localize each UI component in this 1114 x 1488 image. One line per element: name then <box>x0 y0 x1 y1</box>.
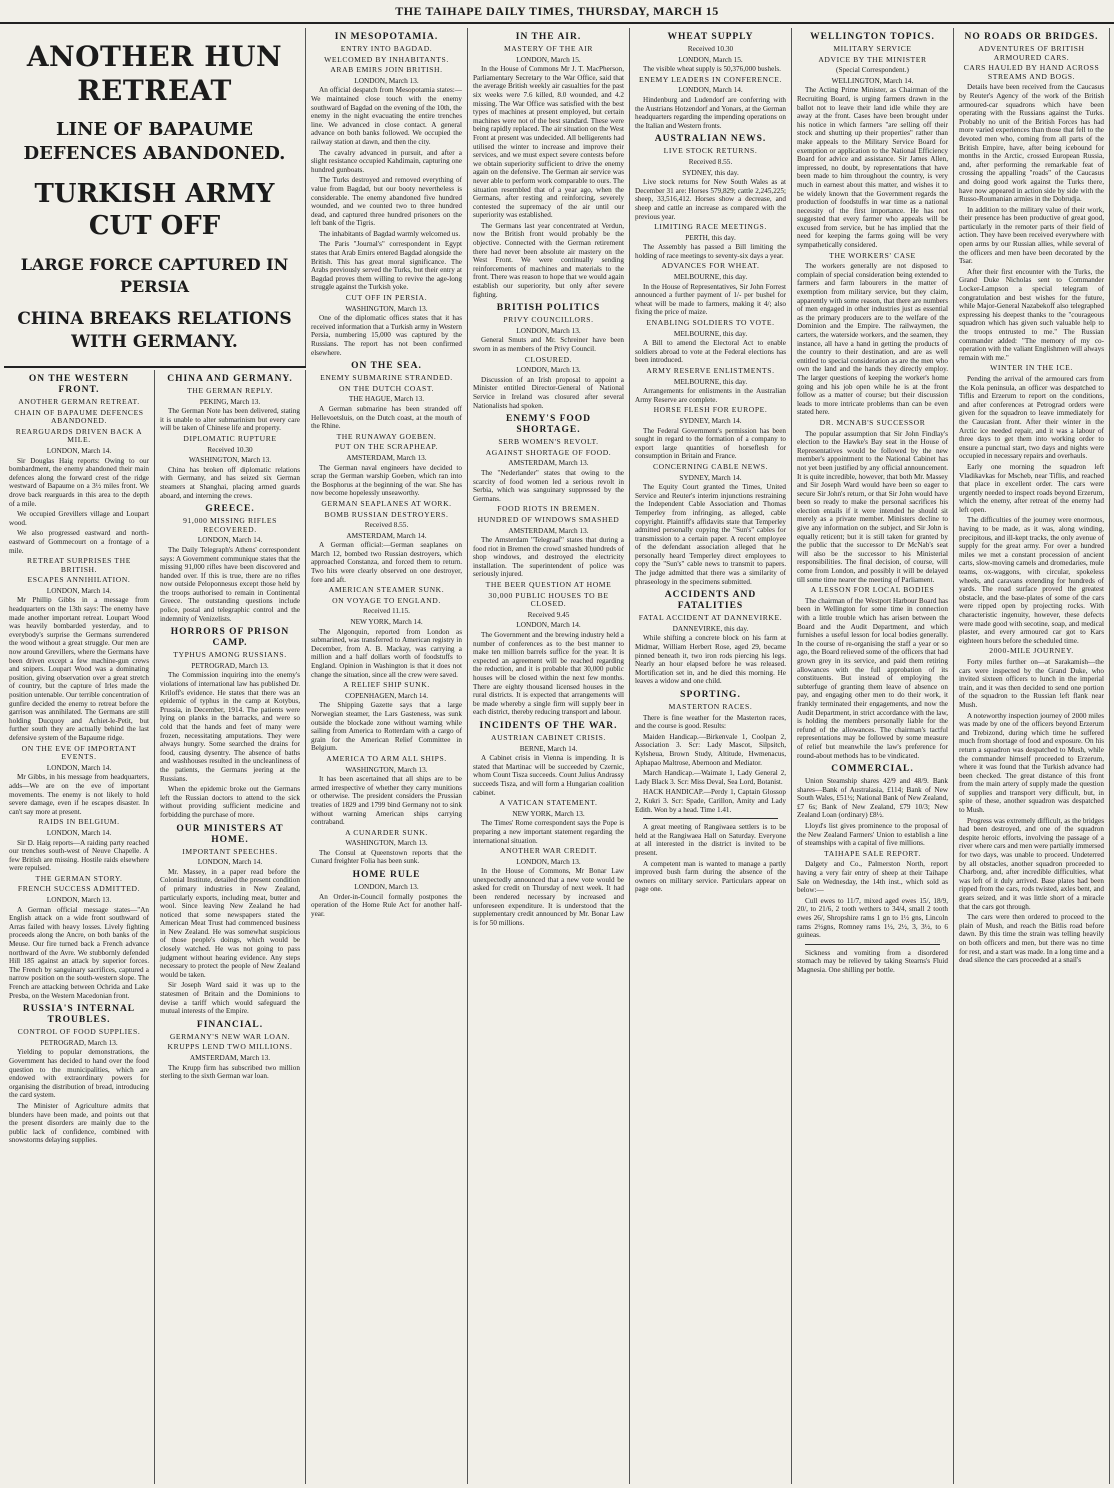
heading: WELLINGTON TOPICS. <box>810 32 935 42</box>
subheading: A LESSON FOR LOCAL BODIES <box>810 585 935 595</box>
paragraph: Hindenburg and Ludendorf are conferring with the Austrians Hotzendorf and Yonars, at the German headquarters regarding the impending operations on the Italian and Western fronts. <box>635 95 786 130</box>
subheading: ON THE EVE OF IMPORTANT EVENTS. <box>21 743 137 762</box>
paragraph: The German Note has been delivered, stating it is unable to alter submarinism but every care will be taken of Chinese life and property. <box>160 407 300 433</box>
dateline: Received 8.55. <box>688 156 733 166</box>
dateline: LONDON, March 13. <box>46 895 112 905</box>
subheading: ON VOYAGE TO ENGLAND. <box>332 595 441 605</box>
paragraph: Live stock returns for New South Wales as at December 31 are: Horses 579,829; cattle 2,245,225; sheep, 33,516,412. Horses show a decrease, and sheep and cattle an increase as compared with the previous year. <box>635 178 786 221</box>
subheading: TAIHAPE SALE REPORT. <box>824 848 921 858</box>
paragraph: Union Steamship shares 42/9 and 48/9. Bank shares—Bank of Australasia, £114; Bank of New South Wales, £51½; National Bank of New Zealand, £7 6s; Bank of New Zealand, £79 10/3; New Zealand Loan (ordinary) £8½. <box>797 777 948 820</box>
subheading: CLOSURED. <box>524 354 573 364</box>
subheading: A VATICAN STATEMENT. <box>499 798 598 808</box>
subheading: ON THE DUTCH COAST. <box>338 383 435 393</box>
dateline: PETROGRAD, March 13. <box>191 660 269 670</box>
dateline: COPENHAGEN, March 14. <box>344 690 429 700</box>
dateline: Received 11.15. <box>363 606 410 616</box>
dateline: AMSTERDAM, March 14. <box>346 530 427 540</box>
subheading: HORSE FLESH FOR EUROPE. <box>653 405 768 415</box>
paragraph: The Federal Government's permission has been sought in regard to the formation of a company to export large quantities of horseflesh for consumption in Britain and France. <box>635 426 786 461</box>
paragraph: The Krupp firm has subscribed two million sterling to the sixth German war loan. <box>160 1063 300 1081</box>
heading: GREECE. <box>205 504 255 515</box>
paragraph: The German naval engineers have decided to scrap the German warship Goeben, which ran into the Bosphorus at the beginning of the war. She has now become hopelessly unseaworthy. <box>311 463 462 498</box>
column-mesopotamia <box>306 28 468 1484</box>
dateline: MELBOURNE, this day. <box>673 376 748 386</box>
subheading: FOOD RIOTS IN BREMEN. <box>497 504 600 514</box>
paragraph: The Algonquin, reported from London as submarined, was transferred to American registry in December, from A. B. Mackay, was carrying a million and a half dollars worth of foodstuffs to England. Opinion in Washington is that it does not change the situation, since all the crew were saved. <box>311 627 462 679</box>
heading: NO ROADS OR BRIDGES. <box>964 32 1099 42</box>
dateline: MELBOURNE, this day. <box>673 272 748 282</box>
subheading: ANOTHER GERMAN RETREAT. <box>18 397 140 406</box>
paragraph: Arrangements for enlistments in the Australian Army Reserve are complete. <box>635 387 786 404</box>
column-wheat-supply <box>630 28 792 1484</box>
subheading: WELCOMED BY INHABITANTS. <box>324 54 449 64</box>
dateline: AMSTERDAM, March 13. <box>189 1053 271 1062</box>
paragraph: The Turks destroyed and removed everything of value from Bagdad, but our booty nevertheless is considerable. The enemy abandoned five hundred wounded, and we counted two to three hundred dead, and captured three hundred prisoners on the left bank of the Tigris. <box>311 176 462 228</box>
dateline: LONDON, March 15. <box>516 54 581 64</box>
paragraph: HACK HANDICAP.—Perdy 1, Captain Glossop 2, Kukri 3. Scr: Spade, Carillon, Amity and Lady Edith. Won by a head. Time 1.41. <box>635 788 786 814</box>
column-in-the-air <box>468 28 630 1484</box>
subheading: ENABLING SOLDIERS TO VOTE. <box>646 318 775 328</box>
paragraph: Mr Phillip Gibbs in a message from headquarters on the 13th says: The enemy have made another important retreat. Loupart Wood was heavily bombarded yesterday, and to everybody's surprise the Germans surrendered the wood without a great struggle. Our men are now around Grevillers, where the Germans have been driven except a few machine-gun crews and snipers. Loupart Wood was a dominating position, giving observation over a great stretch of country, but the capture of Irles made the position untenable. Our terrible concentration of gunfire decided the enemy to retreat before the garrison was annihilated. The Germans are still holding Ducquoy and Achiet-le-Petit, but further south they are actually behind the last defensive system of the Bapaume ridge. <box>9 596 149 742</box>
masthead: THE TAIHAPE DAILY TIMES, THURSDAY, MARCH 15 <box>0 0 1114 24</box>
column-china-germany <box>155 370 306 1484</box>
subheading: TYPHUS AMONG RUSSIANS. <box>173 650 287 660</box>
subheading: FATAL ACCIDENT AT DANNEVIRKE. <box>638 613 783 623</box>
paragraph: When the epidemic broke out the Germans left the Russian doctors to attend to the sick without providing sufficient medicine and forbidding the purchase of more. <box>160 785 300 819</box>
paragraph: The Paris "Journal's" correspondent in Egypt states that Arab Emirs entered Bagdad alongside the British. This has great moral significance. The Arabs previously served the Turks, but their entry at Bagdad proves them willing to revive the age-long struggle against the Turkish yoke. <box>311 240 462 292</box>
heading: OUR MINISTERS AT HOME. <box>176 823 284 845</box>
divider <box>805 944 940 945</box>
dateline: Received 10.30 <box>207 444 253 454</box>
subheading: ARMY RESERVE ENLISTMENTS. <box>646 366 775 375</box>
dateline: LONDON, March 14. <box>197 535 263 545</box>
paragraph: Pending the arrival of the armoured cars from the Kola peninsula, an officer was despatched to Tiflis and Erzerum to report on the conditions, and after conferences at Petrograd orders were given for the squadron to leave immediately for the Caucasian front. After their winter in the Arctic ice needed repair, and it was a labour of three days to get them into working order to ensure a punctual start, two days and nights were occupied in necessary repairs and overhauls. <box>959 374 1104 461</box>
paragraph: A Cabinet crisis in Vienna is impending. It is stated that Martinac will be succeeded by Czernic, whom Count Tisza succeeds. Count Julius Andrassy succeeds Tisza, and will form a Hungarian coalition cabinet. <box>473 754 624 797</box>
heading: WHEAT SUPPLY <box>667 32 754 42</box>
subheading: MASTERY OF THE AIR <box>503 44 594 53</box>
paragraph: The difficulties of the journey were enormous, having to be made, as it was, along winding, precipitous, and ill-kept tracks, the only avenue of supply for the great army. For over a hundred miles we met a constant procession of ancient carts, slow-moving camels and dromedaries, mule teams, ox-waggons, with circular, spokeless wheels, and caravans extending for hundreds of yards. The road surface proved the greatest obstacle, and the base-plates of some of the cars were ripped open by projecting rocks. With characteristic ingenuity, however, these defects were made good with secotine, soap, and medical plaster, and every armoured car got to Kars eighteen hours before the scheduled time. <box>959 516 1104 645</box>
paragraph: The Acting Prime Minister, as Chairman of the Recruiting Board, is urging farmers drawn in the ballot not to leave their land idle while they are away at the front. Cases have been brought under his notice in which farmers "are selling off their stock and shutting up their properties" rather than make appeals to the Military Service Board for exemption or application to the National Efficiency Board for advice and assistance. Sir James Allen, impressed, no doubt, by representations that have been made to him throughout the country, is very much in earnest about this matter, and wishes it to be widely known that the Government regards the production of foodstuffs in war time as a national necessity of the first importance. He has not suggested that every farmer who appeals will be excused from service, but he has implied that the need for keeping the farms going will be very sympathetically considered. <box>797 86 948 250</box>
subheading: ANOTHER WAR CREDIT. <box>500 846 597 856</box>
paragraph: Lloyd's list gives prominence to the proposal of the New Zealand Farmers' Union to establish a line of steamships with a capital of five millions. <box>797 822 948 848</box>
paragraph: Mr. Massey, in a paper read before the Colonial Institute, detailed the present condition of primary industries in New Zealand, particularly exports, including meat, butter and wool. Since leaving New Zealand he had noticed that some newspapers stated the American Meat Trust had commenced business in New Zealand. He was somewhat suspicious of those people's doings, which would be closely watched. He was not going to pass judgment without hearing evidence. Any steps necessary to protect the people of New Zealand would be taken. <box>160 867 300 979</box>
paragraph: In the House of Commons Mr J. T. MacPherson, Parliamentary Secretary to the War Office, said that the average British weekly air casualties for the past six weeks were 7.6 killed, 8.0 wounded, and 4.2 missing. The War Office was satisfied with the best types of machines at present employed, but certain machines were not of the best standard. These were being rapidly replaced. The air situation on the West Front at present was undecided. All belligerents had utilised the winter to increase and improve their services, and we must expect severe contests before we obtain superiority sufficient to drive the enemy again on the defensive. The German air service was never able to perform work comparable to ours. The situation resembled that of a year ago, when the Germans, after resting and reinforcing, severely contested the supremacy of the air until our superiority was established. <box>473 65 624 220</box>
paragraph: General Smuts and Mr. Schreiner have been sworn in as members of the Privy Council. <box>473 336 624 353</box>
subheading: ESCAPES ANNIHILATION. <box>27 575 131 585</box>
heading: HORRORS OF PRISON CAMP. <box>170 627 290 649</box>
paragraph: The Consul at Queenstown reports that the Cunard freighter Folia has been sunk. <box>311 848 462 866</box>
paragraph: The chairman of the Westport Harbour Board has been in Wellington for some time in connection with a little trouble which has arisen between the Board and the Audit Department, and which furnishes a useful lesson for local bodies generally. In the course of re-organising the staff a year or so ago, the Board relieved some of the officers that had grown grey in its service, and paid them retiring allowances with the full approbation of its constituents. But instead of employing the subterfuge of granting them leave of absence on pay, and engaging other men to do their work, it frankly terminated their engagements, and now the Audit Department, in strict accordance with the law, is holding the members personally liable for the refund of the allowances. The chairman's tactful representations may be followed by some measure of relief but meanwhile the law's preference for round-about methods has to be vindicated. <box>797 596 948 760</box>
dateline: Received 9.45 <box>527 609 570 619</box>
headline-persia: LARGE FORCE CAPTURED IN PERSIA <box>20 255 289 296</box>
heading: ON THE WESTERN FRONT. <box>28 374 130 395</box>
subheading: CONCERNING CABLE NEWS. <box>652 461 769 471</box>
paragraph: After their first encounter with the Turks, the Grand Duke Nicholas sent to Commander Locker-Lampson a special telegram of congratulation and best wishes for the future, while Major-General Nazabekoff also telegraphed expressing his deepest thanks to the "courageous squadron which has given such valuable help to the troops entrusted to me." The Russian commander added: "The memory of my co-operation with the valiant Englishmen will always remain with me." <box>959 267 1104 362</box>
subheading: LIMITING RACE MEETINGS. <box>654 222 767 232</box>
paragraph: The Commission inquiring into the enemy's violations of international law has published Dr. Kriloff's evidence. He states that there was an epidemic of typhus in the camp at Kotybus, Prussia, in December, 1914. The patients were lying on planks in the barracks, and were so cold that the hands and feet of many were frozen, necessitating amputations. They were always hungry. Some searched the drains for food, causing dysentry. The absence of baths and washhouses resulted in the uncleanliness of the patients, the Germans jeering at the Russians. <box>160 671 300 783</box>
headline-bapaume: LINE OF BAPAUME DEFENCES ABANDONED. <box>23 119 286 164</box>
subheading: THE GERMAN STORY. <box>35 873 123 883</box>
paragraph: Forty miles further on—at Sarakamish—the cars were inspected by the Grand Duke, who invited sixteen officers to lunch in the imperial train, and it was then decided to send one portion of the squadron to the Russian left flank near Mush. <box>959 657 1104 709</box>
paragraph: The Assembly has passed a Bill limiting the holding of race meetings to seventy-six days a year. <box>635 243 786 260</box>
subheading: GERMANY'S NEW WAR LOAN. <box>169 1031 291 1041</box>
dateline: PETROGRAD, March 13. <box>40 1037 118 1047</box>
paragraph: We occupied Grevillers village and Loupart wood. <box>9 510 149 527</box>
subheading: SERB WOMEN'S REVOLT. <box>498 437 599 447</box>
heading: ENEMY'S FOOD SHORTAGE. <box>505 414 592 436</box>
paragraph: The Times' Rome correspondent says the Pope is preparing a new important statement regarding the international situation. <box>473 819 624 845</box>
paragraph: In addition to the military value of their work, their presence has been productive of great good, particularly in the remoter parts of their field of action. They have been received everywhere with open arms by our Russian allies, while several of the officers and men have been decorated by the Tsar. <box>959 205 1104 266</box>
dateline: DANNEVIRKE, this day. <box>672 623 749 633</box>
dateline: LONDON, March 13. <box>516 325 581 335</box>
heading: SPORTING. <box>680 690 741 700</box>
heading: AUSTRALIAN NEWS. <box>654 134 767 145</box>
subheading: ADVANCES FOR WHEAT. <box>661 261 760 271</box>
paragraph: March Handicap.—Waimate 1, Lady General 2, Lady Black 3. Scr: Miss Deval, Sea Lord, Botanist. <box>635 769 786 786</box>
heading: CHINA AND GERMANY. <box>167 374 293 384</box>
heading: INCIDENTS OF THE WAR. <box>479 720 618 731</box>
subheading: ADVICE BY THE MINISTER <box>818 54 927 64</box>
dateline: WELLINGTON, March 14. <box>831 75 914 85</box>
paragraph: One of the diplomatic offices states that it has received information that a Turkish army in Western Persia, numbering 15,000 was captured by the Russians. The report has not been confirmed elsewhere. <box>311 314 462 357</box>
subheading: AUSTRIAN CABINET CRISIS. <box>491 732 606 742</box>
headline-banner <box>4 28 306 366</box>
dateline: LONDON, March 13. <box>516 365 581 375</box>
paragraph: Maiden Handicap.—Birkenvale 1, Coolpan 2, Association 3. Scr: Lady Mascot, Silpsitch, Kylsheua, Brown Study, Altitude, Hwmenacus, Aphapao Maltrose, Abernoon and Mediator. <box>635 732 786 767</box>
paragraph: The Minister of Agriculture admits that blunders have been made, and points out that the present disorders are mainly due to the public lack of confidence, combined with snowstorms delaying supplies. <box>9 1101 149 1145</box>
dateline: LONDON, March 14. <box>46 585 112 595</box>
heading: HOME RULE <box>352 870 421 881</box>
heading: COMMERCIAL. <box>831 764 914 775</box>
subheading: MASTERTON RACES. <box>668 702 753 711</box>
paragraph: The "Nederlander" states that owing to the scarcity of food women led a serious revolt in Serbia, which was sanguinary suppressed by the Germans. <box>473 468 624 503</box>
heading: IN MESOPOTAMIA. <box>334 32 439 42</box>
dateline: LONDON, March 13. <box>354 882 419 892</box>
dateline: AMSTERDAM, March 13. <box>346 452 427 462</box>
dateline: LONDON, March 14. <box>678 85 743 95</box>
subheading: ENEMY SUBMARINE STRANDED. <box>320 373 453 383</box>
subheading: CARS HAULED BY HAND ACROSS STREAMS AND BOGS. <box>963 63 1100 81</box>
subheading: REARGUARDS DRIVEN BACK A MILE. <box>15 426 143 445</box>
subheading: ARAB EMIRS JOIN BRITISH. <box>330 65 443 75</box>
dateline: NEW YORK, March 13. <box>512 808 585 818</box>
heading: IN THE AIR. <box>515 32 582 42</box>
dateline: WASHINGTON, March 13. <box>345 764 428 774</box>
heading: ACCIDENTS AND FATALITIES <box>664 590 757 612</box>
paragraph: Sickness and vomiting from a disordered stomach may be relieved by taking Stearns's Fluid Magnesia. One shilling per bottle. <box>797 948 948 974</box>
subheading: RAIDS IN BELGIUM. <box>38 817 120 827</box>
paragraph: A German submarine has been stranded off Hellevoetsluis, on the Dutch coast, at the mouth of the Rhine. <box>311 404 462 431</box>
paragraph: The inhabitants of Bagdad warmly welcomed us. <box>319 229 461 238</box>
dateline: BERNE, March 14. <box>519 743 578 753</box>
subheading: KRUPPS LEND TWO MILLIONS. <box>167 1042 293 1052</box>
subheading: MILITARY SERVICE <box>833 44 912 53</box>
paragraph: The cars were then ordered to proceed to the plain of Mush, and reach the Bitlis road before dawn. By this time the strain was telling heavily on both officers and men, but there was no time for rest, and a start was made. In a long time and a dead silence the cars proceeded at a snail's <box>959 913 1104 965</box>
subheading: IMPORTANT SPEECHES. <box>182 846 278 856</box>
subheading: CONTROL OF FOOD SUPPLIES. <box>17 1027 141 1037</box>
paragraph: Mr Gibbs, in his message from headquarters, adds—We are on the eve of important movements. The enemy is not likely to hold severe damage, even if he escapes disaster. In can't say more at present. <box>9 773 149 816</box>
paragraph: The Amsterdam "Telegraaf" states that during a food riot in Bremen the crowd smashed hundreds of shop windows, and destroyed the electricity installation. The superintendent of police was seriously injured. <box>473 536 624 579</box>
paragraph: The Shipping Gazette says that a large Norwegian steamer, the Lars Gasteness, was sunk outside the blockade zone without warning while sailing from America to Rotterdam with a cargo of grain for the American Relief Committee in Belgium. <box>311 701 462 753</box>
heading: RUSSIA'S INTERNAL TROUBLES. <box>22 1004 136 1026</box>
subheading: FRENCH SUCCESS ADMITTED. <box>17 884 141 894</box>
subheading: DR. MCNAB'S SUCCESSOR <box>819 417 926 427</box>
paragraph: In the House of Representatives, Sir John Forrest announced a further payment of 1/- per bushel for wheat will be made to farmers, making it 4/; also fixing the price of maize. <box>635 282 786 317</box>
headline-main: ANOTHER HUN RETREAT <box>26 40 283 107</box>
subheading: AMERICA TO ARM ALL SHIPS. <box>326 753 447 763</box>
dateline: (Special Correspondent.) <box>836 65 909 75</box>
subheading: 30,000 PUBLIC HOUSES TO BE CLOSED. <box>488 590 609 609</box>
dateline: LONDON, March 14. <box>516 620 581 630</box>
paragraph: It has been ascertained that all ships are to be armed irrespective of whether they carry munitions or otherwise. The president considers the Prussian treaties of 1829 and 1799 bind Germany not to sink without warning American ships carrying contraband. <box>311 775 462 827</box>
paragraph: The visible wheat supply is 50,376,000 bushels. <box>643 65 781 74</box>
subheading: THE GERMAN REPLY. <box>187 386 273 395</box>
subheading: ENTRY INTO BAGDAD. <box>340 44 433 53</box>
dateline: LONDON, March 14. <box>46 445 112 455</box>
paragraph: There is fine weather for the Masterton races, and the course is good. Results: <box>635 713 786 731</box>
heading: BRITISH POLITICS <box>496 303 601 314</box>
dateline: LONDON, March 14. <box>197 857 263 867</box>
subheading: RETREAT SURPRISES THE BRITISH. <box>27 556 131 574</box>
paragraph: A German official message states—"An English attack on a wide front southward of Arras failed with heavy losses. Lively fighting proceeds along the Ancre, on both banks of the Meuse. Our fire turned back a French advance northward of the Avre. We stubbornly defended Hill 185 against an attack by superior forces. The French by sanguinary sacrifices, captured a narrow position on the south-western slope. The French are attacking between Ochrida and Lake Presba, on the Western Macedonian front. <box>9 905 149 1000</box>
dateline: NEW YORK, March 14. <box>350 617 423 627</box>
subheading: LIVE STOCK RETURNS. <box>663 146 758 156</box>
headline-china: CHINA BREAKS RELATIONS WITH GERMANY. <box>17 309 292 352</box>
subheading: CHAIN OF BAPAUME DEFENCES ABANDONED. <box>14 407 144 426</box>
paragraph: An Order-in-Council formally postpones the operation of the Home Rule Act for another half-year. <box>311 892 462 918</box>
paragraph: The Government and the brewing industry held a number of conferences as to the best manner to make ten million barrels suffice for the year. It is expected an agreement will be reached regarding the reduction, and it is probable that 30,000 public houses will be closed within the next few months. There are eighty thousand licensed houses in the rural districts. It is expected that arrangements will be made whereby a single firm will supply beer in each district, thereby reducing transport and labour. <box>473 631 624 717</box>
column-wellington-topics <box>792 28 954 1484</box>
paragraph: A German official:—German seaplanes on March 12, bombed two Russian destroyers, which approached Constanza, and forced them to return. Two hits were clearly observed on one destroyer, fore and aft. <box>311 541 462 584</box>
subheading: THE BEER QUESTION AT HOME <box>485 580 612 590</box>
dateline: Received 8.55. <box>364 520 409 530</box>
paragraph: Cull ewes to 11/7, mixed aged ewes 15/, 18/9, 20/, to 21/6, 2 tooth wethers to 34/4, small 2 tooth ewes 26/, Shropshire rams 1 gn to 1½ gns, Lincoln rams 2½gns, Romney rams 1½, 2½, 3, 3½, to 6 guineas. <box>797 896 948 940</box>
paragraph: Details have been received from the Caucasus by Reuter's Agency of the work of the British armoured-car squadrons which have been operating with the Russians against the Turks. Probably no unit of the British Forces has had more varied experiences than those that fell to the devoted men who, coming from all parts of the British Empire, have, after being icebound for months in the Arctic, crossed European Russia, and, after performing the remarkable feat of crossing the appalling "roads" of the Caucasus and doing good work against the Turks there, have now appeared in action side by side with the Russo-Roumanian armies in the Dobrudja. <box>959 83 1104 204</box>
subheading: GERMAN SEAPLANES AT WORK. <box>321 498 452 508</box>
dateline: LONDON, March 15. <box>678 54 743 64</box>
heading: FINANCIAL. <box>196 1019 264 1030</box>
paragraph: While shifting a concrete block on his farm at Midmar, William Herbert Rose, aged 29, became pinned beneath it, two iron rods piercing his legs. Nearly an hour elapsed before he was released. Mortification set in, and he died this morning. He leaves a widow and one child. <box>635 634 786 686</box>
dateline: WASHINGTON, March 13. <box>345 303 428 313</box>
subheading: PRIVY COUNCILLORS. <box>503 315 594 325</box>
paragraph: China has broken off diplomatic relations with Germany, and has seized six German steamers at Shanghai, placing armed guards aboard, and interning the crews. <box>160 465 300 500</box>
subheading: 91,000 MISSING RIFLES RECOVERED. <box>183 516 277 534</box>
dateline: WASHINGTON, March 13. <box>345 838 428 848</box>
paragraph: Early one morning the squadron left Vladikavkas for Mscheb, near Tiflis, and reached that place in excellent order. The cars were urgently needed to inspect roads beyond Erzerum, which the enemy, after retreat of the enemy had left open. <box>959 462 1104 514</box>
dateline: PERTH, this day. <box>685 232 736 242</box>
paragraph: Yielding to popular demonstrations, the Government has decided to hand over the food question to the municipalities, which are endowed with extraordinary powers for organising the distribution of bread, introducing the card system. <box>9 1048 149 1100</box>
subheading: AGAINST SHORTAGE OF FOOD. <box>485 447 612 457</box>
paragraph: The workers generally are not disposed to complain of special consideration being extended to farmers and farm labourers in the matter of exemption from military service, but they claim, apparently with some reason, that there are numbers of men engaged in other industries just as essential as the primary producers are to the welfare of the Dominion and the Empire. The railwaymen, the carters, the waterside workers, and the seamen, they instance, all have a hand in getting the products of the country to their destination, and are as well entitled to special consideration as are the men who own the land and the hands they directly employ. The larger questions of keeping the worker's home going and his job open while he is at the front follow as a matter of course; but their discussion leads to more intricate problems than can be even stated here. <box>797 262 948 417</box>
paragraph: The cavalry advanced in pursuit, and after a slight resistance occupied Kahdimain, capturing one hundred gunboats. <box>311 148 462 174</box>
banner-rule <box>4 366 306 368</box>
headline-turkish: TURKISH ARMY CUT OFF <box>34 179 275 241</box>
dateline: LONDON, March 13. <box>516 856 581 866</box>
dateline: WASHINGTON, March 13. <box>188 455 272 465</box>
paragraph: A competent man is wanted to manage a partly improved bush farm during the absence of the owners on military service. Particulars appear on page one. <box>635 859 786 894</box>
subheading: AMERICAN STEAMER SUNK. <box>328 585 445 595</box>
dateline: LONDON, March 14. <box>46 762 112 772</box>
dateline: SYDNEY, March 14. <box>679 415 742 425</box>
paragraph: A great meeting of Rangiwaea settlers is to be held at the Rangiwaea Hall on Saturday. Everyone at all interested in the district is invited to be present. <box>635 823 786 857</box>
subheading: THE RUNAWAY GOEBEN. <box>336 431 437 441</box>
paragraph: The Equity Court granted the Times, United Service and Reuter's interim injunctions restraining the Independent Cable Association and Thomas Temperley from infringing, as alleged, cable copyright. Plaintiff's affidavits state that Temperley admitted personally copying the "Sun's" cables for transmission to a certain paper. A recent employee of the defendant association alleged that he personally heard Temperley direct employees to copy the "Sun's" cable news to transmit to papers. The judge admitted that there was a similarity of phraseology in the specimens submitted. <box>635 483 786 586</box>
dateline: AMSTERDAM, March 13. <box>508 525 589 535</box>
paragraph: Sir Joseph Ward said it was up to the statesmen of Britain and the Dominions to devise a tariff which would safeguard the mutual interests of the Empire. <box>160 981 300 1016</box>
dateline: LONDON, March 13. <box>354 75 419 85</box>
paragraph: A noteworthy inspection journey of 2000 miles was made by one of the officers beyond Erzerum and Trebizond, during which time he suffered much from shortage of food and exposure. On his return a squadron was despatched to Mush, while the commander himself proceeded to Erzerum, where it was found that the Turkish advance had been checked. The great distance of this front from the main artery of supply made the question of supplies and transport very difficult, but, in spite of these, another squadron was despatched to Mush. <box>959 711 1104 815</box>
subheading: A CUNARDER SUNK. <box>345 827 428 837</box>
paragraph: A Bill to amend the Electoral Act to enable soldiers abroad to vote at the Federal elections has been introduced. <box>635 339 786 365</box>
subheading: THE WORKERS' CASE <box>829 250 916 260</box>
paragraph: Sir Douglas Haig reports: Owing to our bombardment, the enemy abandoned their main defences along the forward crest of the ridge westward of Bapaume on a 3½ miles front. We drove back rearguards in this area to the depth of a mile. <box>9 456 149 508</box>
subheading: HUNDRED OF WINDOWS SMASHED <box>477 514 620 524</box>
paragraph: An official despatch from Mesopotamia states:—We maintained close touch with the enemy southward of Bagdad on the evening of the 10th, the enemy in the night evacuating the entire trenches line. We advanced in close contact. A general advance on both banks followed. We occupied the railway station at dawn, and then the city. <box>311 86 462 146</box>
dateline: MELBOURNE, this day. <box>673 328 748 338</box>
subheading: BOMB RUSSIAN DESTROYERS. <box>324 509 449 519</box>
column-western-front <box>4 370 155 1484</box>
subheading: ENEMY LEADERS IN CONFERENCE. <box>638 74 783 84</box>
dateline: SYDNEY, this day. <box>682 167 739 177</box>
paragraph: We also progressed eastward and north-eastward of Gommecourt on a frontage of a mile. <box>9 529 149 555</box>
paragraph: Sir D. Haig reports—A raiding party reached our trenches south-west of Neuve Chapelle. A few British are missing. Hostile raids elsewhere were repulsed. <box>9 838 149 873</box>
subheading: DIPLOMATIC RUPTURE <box>183 433 277 443</box>
paragraph: Progress was extremely difficult, as the bridges had been destroyed, and one of the squadron despite heroic efforts, involving the passage of a river where cars and men were partially immersed for two days, was unable to proceed. Undeterred by all obstacles, another squadron proceeded to Charborg, and, after incredible difficulties, what was left of it duly arrived. Base plates had been ripped from the cars, rods twisted, axles bent, and gears seized, and it was little short of a miracle that the cars got through. <box>959 816 1104 911</box>
subheading: CUT OFF IN PERSIA. <box>345 293 428 303</box>
subheading: A RELIEF SHIP SUNK. <box>343 680 430 690</box>
paragraph: Dalgety and Co., Palmerston North, report having a very fair entry of sheep at their Taihape Sale on Wednesday, the 14th inst., which sold as below:— <box>797 860 948 895</box>
dateline: SYDNEY, March 14. <box>679 472 742 482</box>
paragraph: The Germans last year concentrated at Verdun, now the British front would probably be the objective. Connected with the German retirement there had never been absolute air mastery on the West Front. We were continually sending reinforcements of machines and materials to the front. There was reason to hope that we would again establish our superiority, but only after severe fighting. <box>473 221 624 299</box>
dateline: THE HAGUE, March 13. <box>348 394 425 404</box>
dateline: AMSTERDAM, March 13. <box>508 458 589 468</box>
column-armoured-cars <box>954 28 1110 1484</box>
paragraph: Discussion of an Irish proposal to appoint a Minister entitled Director-General of National Service in Ireland was closured after several Nationalists had spoken. <box>473 375 624 410</box>
paragraph: The Daily Telegraph's Athens' correspondent says: A Government communique states that the missing 91,000 rifles have been discovered and handed over. If this is true, there are no rifles now outside Peloponnesus except those held by the troops authorised to remain in Continental Greece. The outstanding questions include police, postal and telegraphic control and the indemnity of Venizelists. <box>160 545 300 623</box>
subheading: PUT ON THE SCRAPHEAP. <box>334 442 439 452</box>
dateline: PEKING, March 13. <box>199 396 261 406</box>
dateline: Received 10.30 <box>687 44 734 53</box>
subheading: WINTER IN THE ICE. <box>990 363 1073 373</box>
divider <box>643 818 778 819</box>
paragraph: In the House of Commons, Mr Bonar Law unexpectedly announced that a new vote would be asked for credit on Thursday of next week. It had been rendered necessary by increased and unforeseen expenditure. It is understood that the supplementary credit announced by Mr. Bonar Law is for 50 millions. <box>473 867 624 927</box>
subheading: ADVENTURES OF BRITISH ARMOURED CARS. <box>978 44 1085 62</box>
dateline: LONDON, March 14. <box>46 827 112 837</box>
subheading: 2000-MILE JOURNEY. <box>989 646 1074 656</box>
paragraph: The popular assumption that Sir John Findlay's election to the Hawke's Bay seat in the House of Representatives would be followed by the new member's appointment to the National Cabinet has not yet been justified by any official announcement. It is quite incredible, however, that both Mr. Massey and Sir Joseph Ward would have been so eager to secure Sir John's return, or that Sir John would have been so ready to make the personal sacrifices his election entails if it were intended he should sit merely as a private member. Ministers decline to give any information on the subject, and Sir John is equally reticent; but it is still taken for granted by the public that the successor to Dr McNab's seat will also be the successor to his Ministerial responsibilities. The final decision, of course, will come from London, and possibly it will be delayed till some time nearer the meeting of Parliament. <box>797 429 948 584</box>
heading: ON THE SEA. <box>351 361 422 372</box>
